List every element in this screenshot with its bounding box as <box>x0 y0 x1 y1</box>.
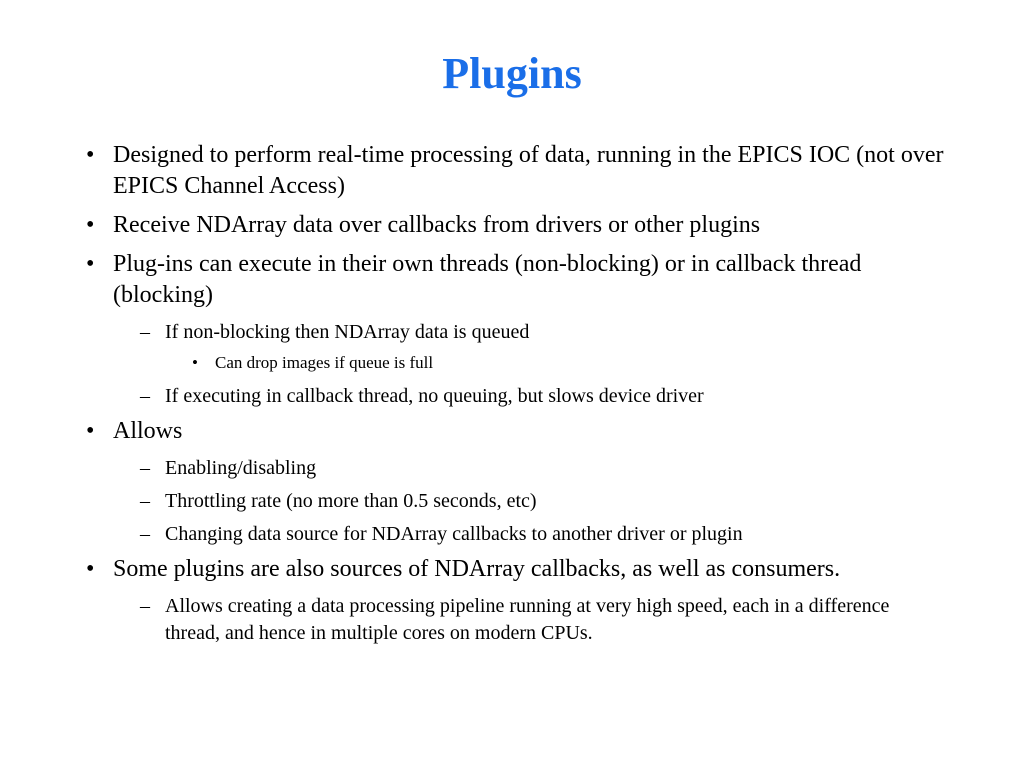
bullet-allows <box>86 416 946 447</box>
subbullet-text: Enabling/disabling <box>165 457 317 479</box>
subbullet-enabling <box>86 455 946 482</box>
dash-marker: – <box>140 457 150 479</box>
slide-title: Plugins <box>442 49 582 98</box>
subbullet-throttling <box>86 488 946 515</box>
bullet-text: Allows <box>113 418 183 444</box>
subbullet-text: If executing in callback thread, no queuing, but slows device driver <box>165 385 704 407</box>
bullet-designed <box>86 140 946 202</box>
bullet-dot: • <box>86 418 95 444</box>
bullet-text: Some plugins are also sources of NDArray callbacks, as well as consumers. <box>113 556 841 582</box>
slide-body <box>86 140 946 653</box>
subbullet-text: If non-blocking then NDArray data is queued <box>165 321 530 343</box>
bullet-text: Plug-ins can execute in their own threads (non-blocking) or in callback thread (blocking) <box>113 251 862 308</box>
bullet-receive <box>86 210 946 241</box>
bullet-dot: • <box>86 212 95 238</box>
dash-marker: – <box>140 523 150 545</box>
dash-marker: – <box>140 595 150 617</box>
bullet-sources <box>86 554 946 585</box>
bullet-text: Receive NDArray data over callbacks from drivers or other plugins <box>113 212 761 238</box>
subbullet-executing <box>86 383 946 410</box>
dash-marker: – <box>140 385 150 407</box>
subbullet-text: Allows creating a data processing pipeline running at very high speed, each in a difference thread, and hence in multiple cores on modern CPUs. <box>165 595 890 644</box>
bullet-dot: • <box>86 142 95 168</box>
subbullet-text: Throttling rate (no more than 0.5 seconds, etc) <box>165 490 537 512</box>
subsubbullet-drop-images <box>86 352 946 374</box>
subbullet-text: Changing data source for NDArray callbacks to another driver or plugin <box>165 523 743 545</box>
dash-marker: – <box>140 490 150 512</box>
dash-marker: – <box>140 321 150 343</box>
bullet-dot: • <box>86 251 95 277</box>
bullet-dot: • <box>86 556 95 582</box>
bullet-text: Designed to perform real-time processing of data, running in the EPICS IOC (not over EPICS Channel Access) <box>113 142 944 199</box>
subsubbullet-text: Can drop images if queue is full <box>215 353 434 372</box>
subbullet-pipeline <box>86 593 946 647</box>
bullet-dot: • <box>192 353 198 372</box>
bullet-plugin-threads <box>86 249 946 311</box>
subbullet-changing <box>86 521 946 548</box>
subbullet-non-blocking <box>86 319 946 346</box>
